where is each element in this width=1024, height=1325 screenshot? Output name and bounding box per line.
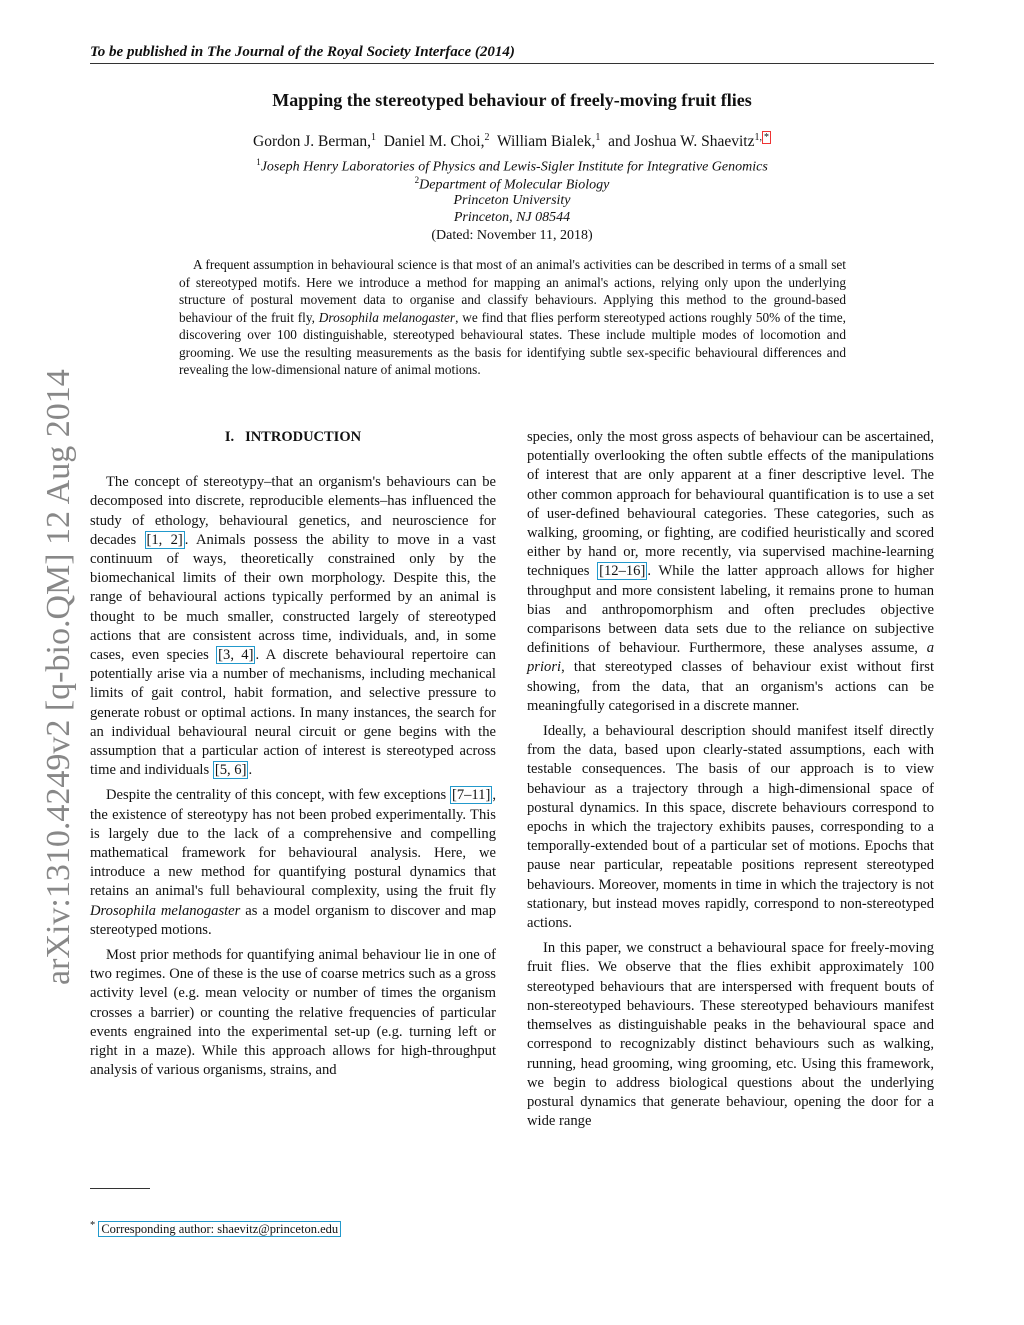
corresponding-author-link[interactable]: * bbox=[763, 132, 769, 143]
author-name: William Bialek, bbox=[496, 133, 596, 151]
footnote bbox=[90, 1220, 341, 1237]
section-heading: I. INTRODUCTION bbox=[224, 429, 362, 445]
emphasis-text: a priori bbox=[527, 640, 934, 676]
affiliation-line: Princeton, NJ 08544 bbox=[453, 210, 571, 225]
abstract-text: A frequent assumption in behavioural science is that most of an animal's activities can be described in terms of a small set of stereotyped motifs. Here we introduce a method for mapping an animal's actions, relying only upon the underlying structure of postural movement data to organise and classify behaviours. Applying this method to the ground-based behaviour of the fruit fly, bbox=[179, 257, 846, 325]
citation-link[interactable]: [12–16] bbox=[599, 563, 646, 580]
paper-title: Mapping the stereotyped behaviour of freely-moving fruit flies bbox=[272, 90, 752, 110]
affiliation-text: Department of Molecular Biology bbox=[419, 177, 610, 193]
citation-link[interactable]: [3, 4] bbox=[218, 647, 254, 664]
paragraph: The concept of stereotypy–that an organism's behaviours can be decomposed into discrete, reproducible elements–has influenced the study of ethology, behavioural genetics, and neuroscience for decades [1, 2] . Animals possess the ability to move in a vast continuum of ways, theoretically constrained only by the biomechanical limits of their own morphology. Despite this, the range of behavioural actions typically performed by an animal is thought to be much smaller, constructed largely of stereotyped actions that are consistent across time, individuals, and, in some cases, even species [3, 4] . A discrete behavioural repertoire can potentially arise via a number of mechanisms, including mechanical limits of gait control, habit formation, and selective pressure to generate robust or optimal actions. In many instances, the search for an individual behavioural neural circuit or gene begins with the assumption that a particular action of interest is stereotyped across time and individuals [5, 6] . bbox=[90, 474, 496, 779]
citation-link[interactable]: [1, 2] bbox=[146, 531, 183, 548]
arxiv-identifier[interactable]: arXiv:1310.4249v2 [q-bio.QM] 12 Aug 2014 bbox=[40, 369, 77, 985]
author-affiliation-mark: 1 bbox=[595, 132, 601, 143]
citation-link[interactable]: [7–11] bbox=[451, 787, 491, 804]
species-name: Drosophila melanogaster bbox=[90, 902, 241, 919]
citation-link[interactable]: [5, 6] bbox=[214, 762, 247, 779]
author-name: Daniel M. Choi, bbox=[383, 133, 485, 151]
author-affiliation-mark: 2 bbox=[484, 132, 490, 143]
author-affiliation-mark: 1, bbox=[754, 132, 762, 143]
paragraph: Most prior methods for quantifying animal behaviour lie in one of two regimes. One of these is the use of coarse metrics such as a gross activity level (e.g. mean velocity or number of times the organism crosses a barrier) or counting the relative frequencies of particular events engrained into the experimental set-up (e.g. turning left or right in a maze). While this approach allows for high-throughput analysis of various organisms, strains, and bbox=[90, 947, 496, 1079]
affiliation-line bbox=[0, 157, 1024, 176]
corresponding-author-email-link[interactable]: Corresponding author: shaevitz@princeton.edu bbox=[98, 1221, 341, 1237]
right-column bbox=[527, 428, 934, 1137]
paragraph: Ideally, a behavioural description should manifest itself directly from the data, based upon clearly-stated assumptions, each with testable consequences. The basis of our approach is to view behaviour as a trajectory through a high-dimensional space of postural dynamics. In this space, discrete behaviours correspond to epochs in which the trajectory exhibits pauses, corresponding to a temporally-extended bout of a particular set of motions. Epochs that pause near particular, repeatable positions represent stereotyped behaviours. Moreover, moments in time in which the trajectory is not stationary, but instead moves rapidly, correspond to non-stereotyped actions. bbox=[527, 723, 934, 932]
abstract-text: , we find that flies perform stereotyped actions roughly 50% of the time, discovering over 100 distinguishable, stereotyped behavioural states. These include multiple modes of locomotion and grooming. We use the resulting measurements as the basis for identifying subtle sex-specific behavioural differences and revealing the low-dimensional nature of animal motions. bbox=[179, 309, 846, 377]
affiliation-mark: 1 bbox=[256, 157, 261, 167]
affiliation-line: Princeton University bbox=[453, 193, 571, 208]
date-line: (Dated: November 11, 2018) bbox=[431, 228, 593, 243]
affiliation-mark: 2 bbox=[414, 175, 420, 185]
journal-header: To be published in The Journal of the Royal Society Interface (2014) bbox=[90, 44, 934, 64]
author-list bbox=[0, 132, 1024, 151]
author-affiliation-mark: 1 bbox=[370, 132, 376, 143]
species-name: Drosophila melanogaster bbox=[318, 309, 456, 325]
left-column bbox=[90, 428, 496, 1087]
paragraph: Despite the centrality of this concept, with few exceptions [7–11] , the existence of stereotypy has not been probed experimentally. This is largely due to the lack of a comprehensive and compelling mathematical framework for behavioural analysis. Here, we introduce a new method for quantifying postural dynamics that retains an animal's full behavioural complexity, using the fruit fly Drosophila melanogaster as a model organism to discover and map stereotyped motions. bbox=[90, 787, 496, 938]
abstract bbox=[179, 256, 846, 379]
footnote-divider bbox=[90, 1188, 150, 1189]
affiliation-line bbox=[0, 175, 1024, 194]
footnote-mark: * bbox=[90, 1220, 96, 1231]
author-name: and Joshua W. Shaevitz bbox=[608, 133, 755, 151]
paragraph: In this paper, we construct a behavioural space for freely-moving fruit flies. We observe that the flies exhibit approximately 100 stereotyped behaviours that are interspersed with frequent bouts of non-stereotyped behaviours. These stereotyped behaviours manifest themselves as distinguishable peaks in the behavioural space and correspond to recognizably distinct behaviours such as walking, running, head grooming, wing grooming, etc. Using this framework, we begin to address biological questions about the underlying postural dynamics that generate behaviour, opening the door for a wide range bbox=[527, 940, 934, 1130]
paragraph: species, only the most gross aspects of behaviour can be ascertained, potentially overlooking the often subtle effects of the manipulations of interest that are only apparent at a finer descriptive level. The other common approach for behavioural quantification is to use a set of user-defined behavioural categories. These categories, such as walking, grooming, or fighting, are codified heuristically and scored either by hand or, more recently, via supervised machine-learning techniques [12–16] . While the latter approach allows for higher throughput and more consistent labeling, it remains prone to human bias and anthropomorphism and often precludes objective comparisons between data sets due to the reliance on subjective definitions of behaviour. Furthermore, these analyses assume, a priori, that stereotyped classes of behaviour exist without first showing, from the data, that an organism's actions can be meaningfully categorised in a discrete manner. bbox=[527, 429, 934, 714]
affiliation-text: Joseph Henry Laboratories of Physics and Lewis-Sigler Institute for Integrative Genomics bbox=[260, 159, 768, 175]
author-name: Gordon J. Berman, bbox=[253, 133, 371, 151]
